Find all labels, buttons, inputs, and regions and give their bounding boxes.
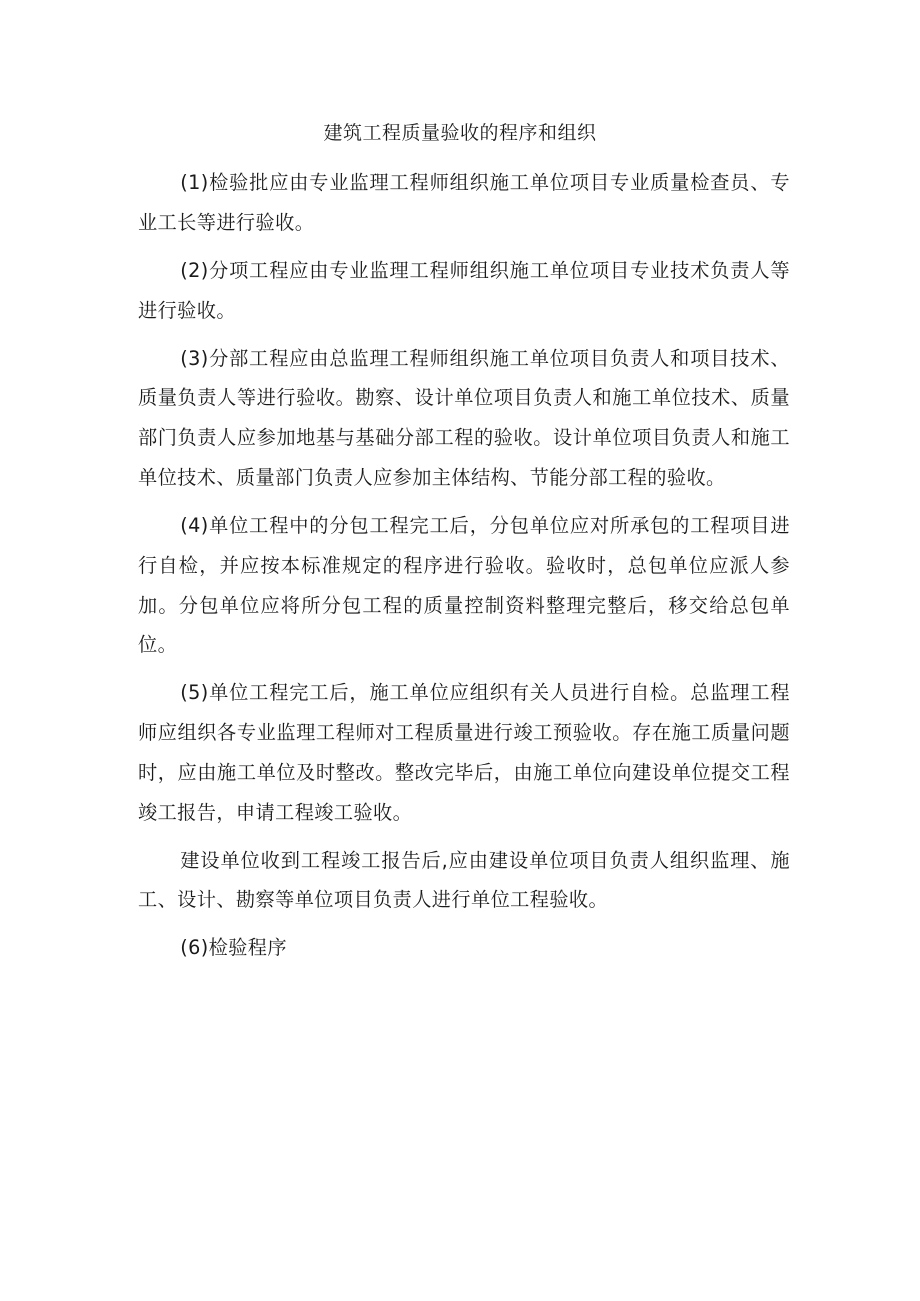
paragraph-2: (2)分项工程应由专业监理工程师组织施工单位项目专业技术负责人等进行验收。 [138, 258, 790, 322]
paragraph-7: (6)检验程序 [180, 936, 287, 960]
document-body [138, 163, 790, 976]
paragraph-6: 建设单位收到工程竣工报告后,应由建设单位项目负责人组织监理、施工、设计、勘察等单位项目负责人进行单位工程验收。 [138, 848, 790, 912]
paragraph-1: (1)检验批应由专业监理工程师组织施工单位项目专业质量检查员、专业工长等进行验收。 [138, 171, 790, 234]
paragraph-3: (3)分部工程应由总监理工程师组织施工单位项目负责人和项目技术、质量负责人等进行验收。勘察、设计单位项目负责人和施工单位技术、质量部门负责人应参加地基与基础分部工程的验收。设计单位项目负责人和施工单位技术、质量部门负责人应参加主体结构、节能分部工程的验收。 [138, 346, 790, 489]
document-title: 建筑工程质量验收的程序和组织 [323, 122, 597, 144]
paragraph-5: (5)单位工程完工后，施工单位应组织有关人员进行自检。总监理工程师应组织各专业监理工程师对工程质量进行竣工预验收。存在施工质量问题时，应由施工单位及时整改。整改完毕后，由施工单位向建设单位提交工程竣工报告，申请工程竣工验收。 [138, 681, 790, 824]
paragraph-4: (4)单位工程中的分包工程完工后，分包单位应对所承包的工程项目进行自检，并应按本标准规定的程序进行验收。验收时，总包单位应派人参加。分包单位应将所分包工程的质量控制资料整理完整后，移交给总包单位。 [138, 513, 790, 657]
